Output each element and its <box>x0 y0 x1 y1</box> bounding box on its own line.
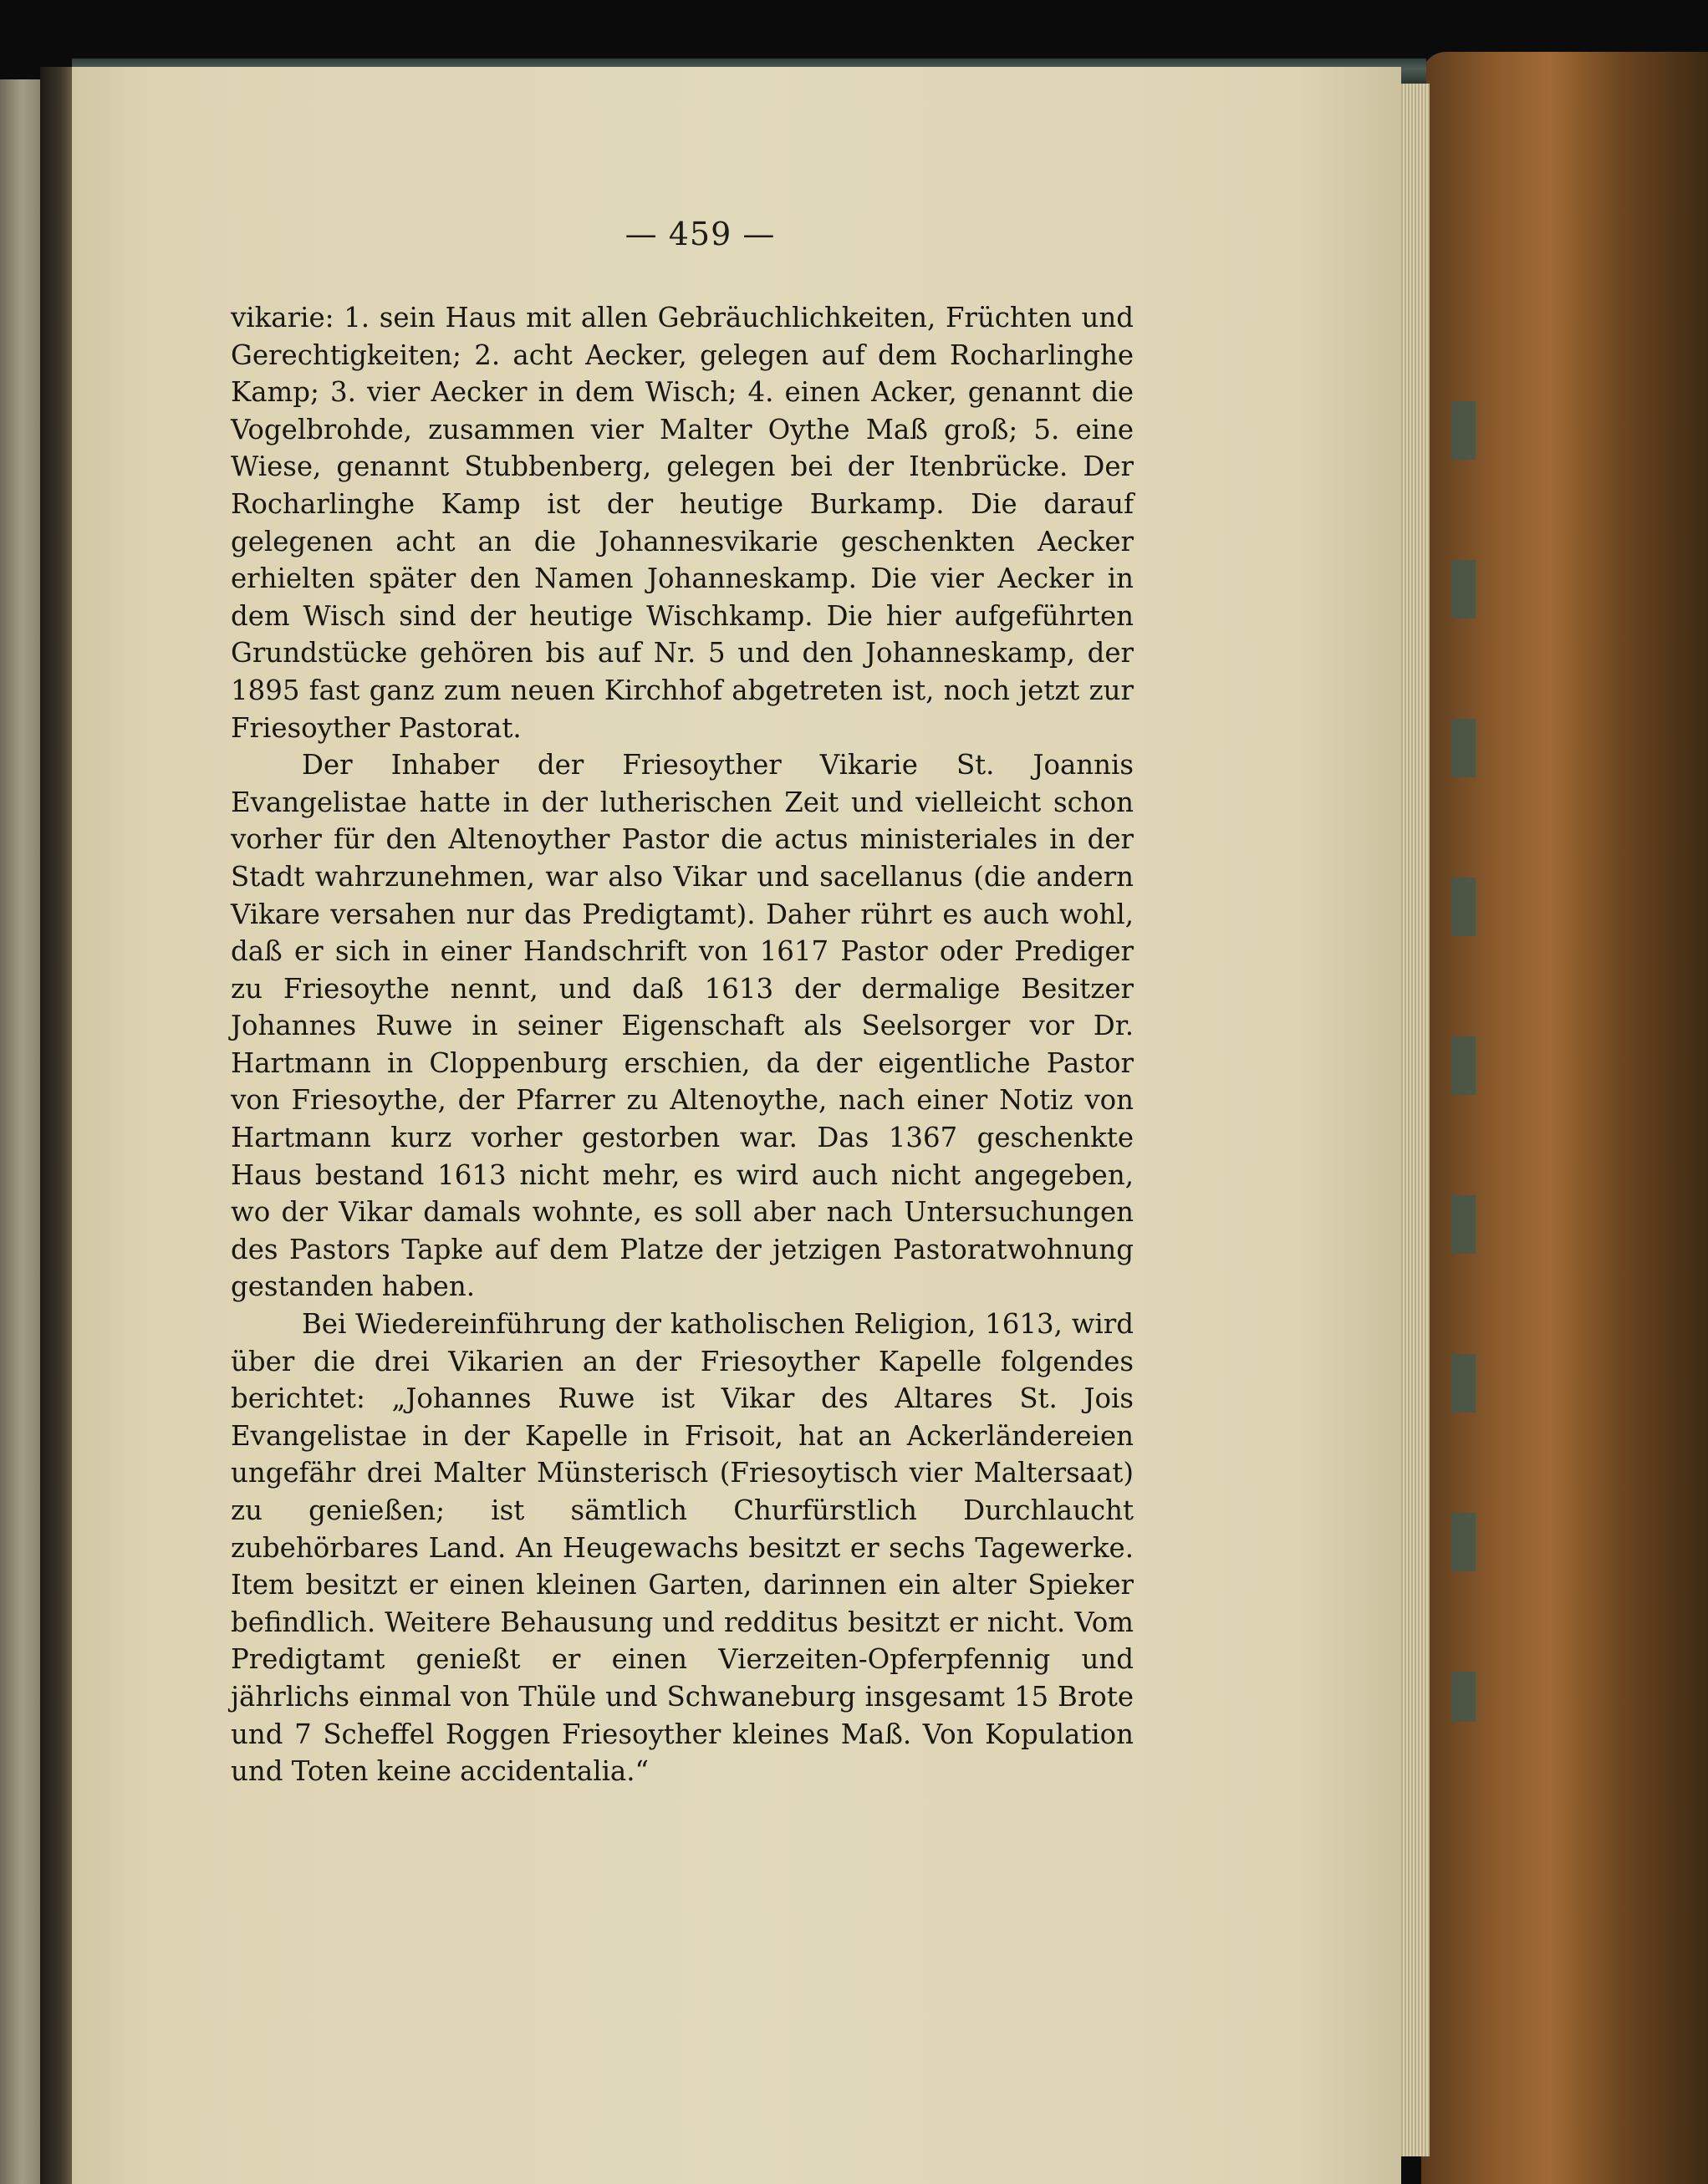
paragraph-1: vikarie: 1. sein Haus mit allen Gebräuchlichkeiten, Früchten und Gerechtigkeiten; 2. acht Aecker, gelegen auf dem Rocharlinghe Kamp; 3. vier Aecker in dem Wisch; 4. einen Acker, genannt die Vogelbrohde, zusammen vier Malter Oythe Maß groß; 5. eine Wiese, genannt Stubbenberg, gelegen bei der Itenbrücke. Der Rocharlinghe Kamp ist der heutige Burkamp. Die darauf gelegenen acht an die Johannesvikarie geschenkten Aecker erhielten später den Namen Johanneskamp. Die vier Aecker in dem Wisch sind der heutige Wischkamp. Die hier aufgeführten Grundstücke gehören bis auf Nr. 5 und den Johanneskamp, der 1895 fast ganz zum neuen Kirchhof abgetreten ist, noch jetzt zur Friesoyther Pastorat. <box>231 302 1134 744</box>
paragraph-3: Bei Wiedereinführung der katholischen Religion, 1613, wird über die drei Vikarien an der Friesoyther Kapelle folgendes berichtet: „Johannes Ruwe ist Vikar des Altares St. Jois Evangelistae in der Kapelle in Frisoit, hat an Ackerländereien ungefähr drei Malter Münsterisch (Friesoytisch vier Maltersaat) zu genießen; ist sämtlich Churfürstlich Durchlaucht zubehörbares Land. An Heugewachs besitzt er sechs Tagewerke. Item besitzt er einen kleinen Garten, darinnen ein alter Spieker befindlich. Weitere Behausung und redditus besitzt er nicht. Vom Predigtamt genießt er einen Vierzeiten-Opferpfennig und jährlichs einmal von Thüle und Schwaneburg insgesamt 15 Brote und 7 Scheffel Roggen Friesoyther kleines Maß. Von Kopulation und Toten keine accidentalia.“ <box>231 1308 1134 1788</box>
page-number <box>0 216 1708 252</box>
cover-tabs <box>1451 301 1476 1722</box>
paragraph-2: Der Inhaber der Friesoyther Vikarie St. Joannis Evangelistae hatte in der lutherischen Zeit und vielleicht schon vorher für den Altenoyther Pastor die actus ministeriales in der Stadt wahrzunehmen, war also Vikar und sacellanus (die andern Vikare versahen nur das Predigtamt). Daher rührt es auch wohl, daß er sich in einer Handschrift von 1617 Pastor oder Prediger zu Friesoythe nennt, und daß 1613 der dermalige Besitzer Johannes Ruwe in seiner Eigenschaft als Seelsorger vor Dr. Hartmann in Cloppenburg erschien, da der eigentliche Pastor von Friesoythe, der Pfarrer zu Altenoythe, nach einer Notiz von Hartmann kurz vorher gestorben war. Das 1367 geschenkte Haus bestand 1613 nicht mehr, es wird auch nicht angegeben, wo der Vikar damals wohnte, es soll aber nach Untersuchungen des Pastors Tapke auf dem Platze der jetzigen Pastoratwohnung gestanden haben. <box>231 749 1134 1303</box>
facing-page-edge <box>0 79 40 2184</box>
book-gutter <box>40 67 74 2184</box>
page-body <box>231 299 1134 1790</box>
page-number-text: — 459 — <box>625 216 776 252</box>
